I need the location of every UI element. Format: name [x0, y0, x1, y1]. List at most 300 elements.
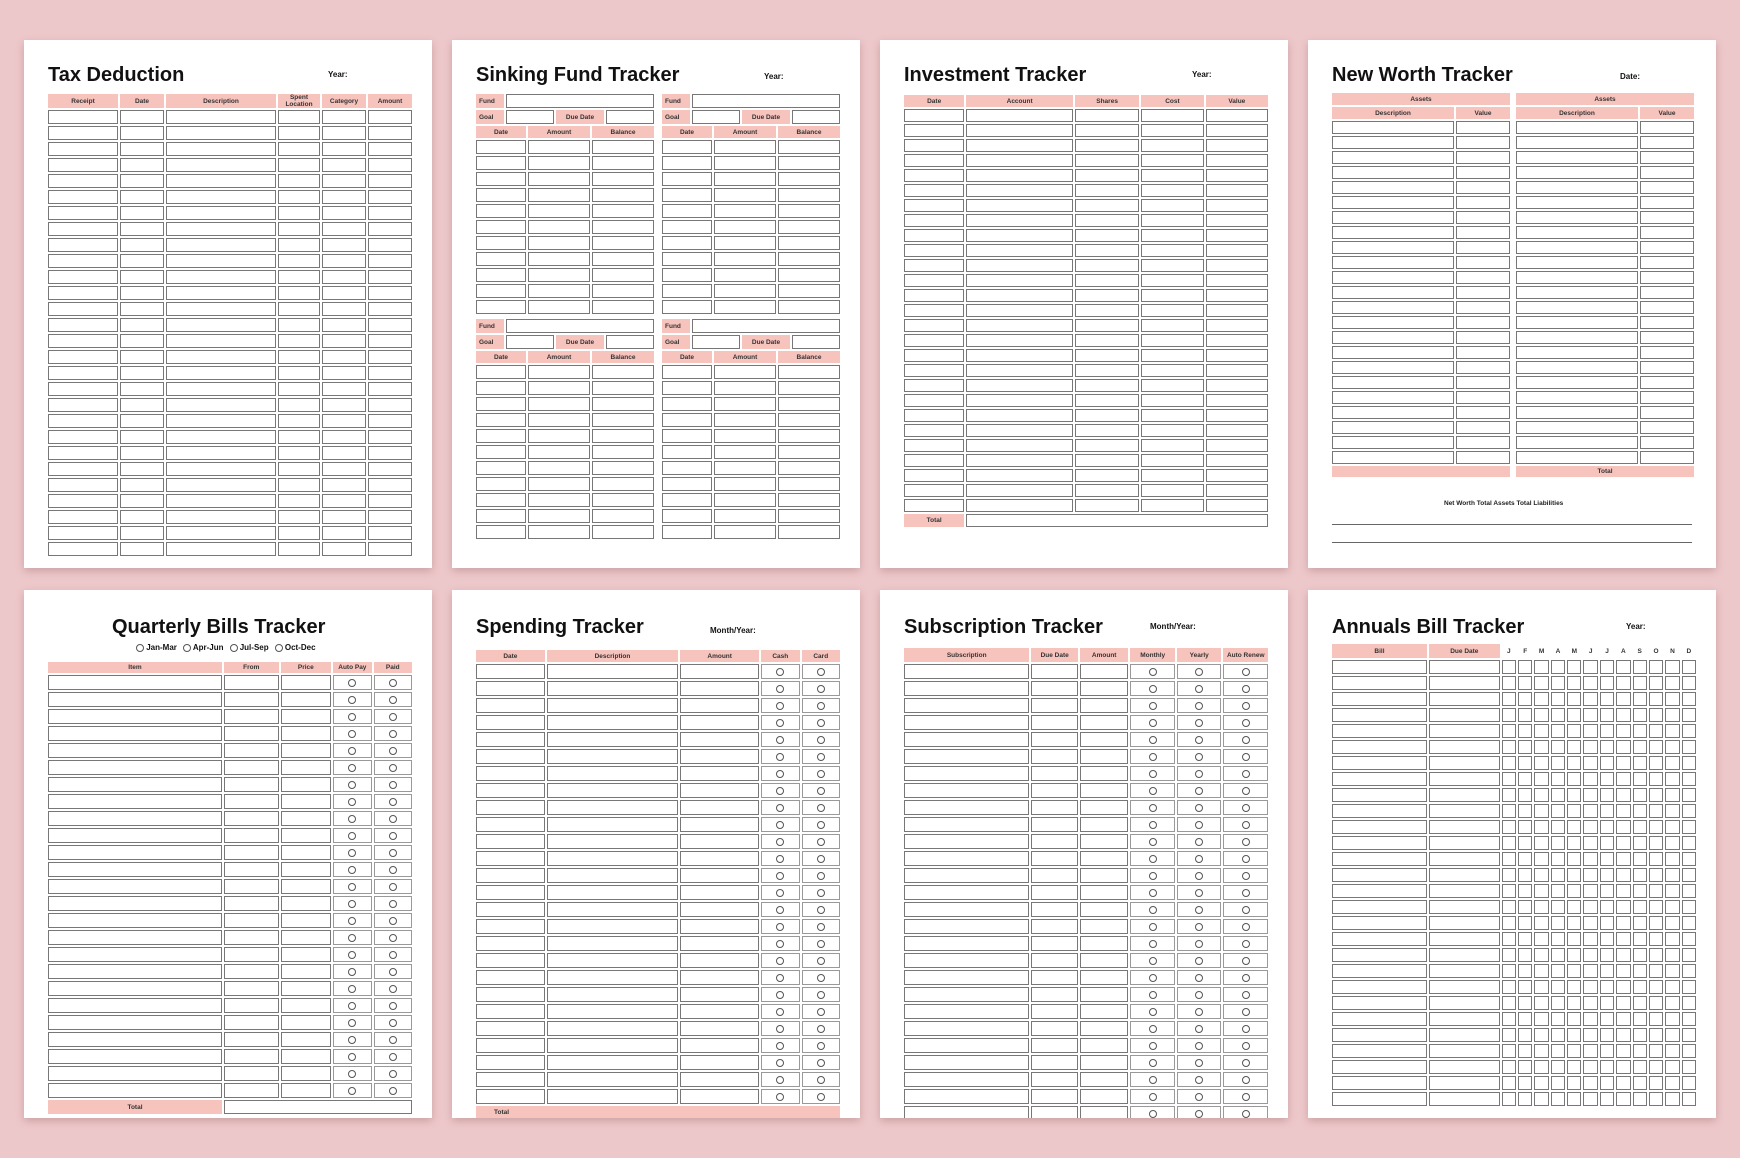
checkbox-cell[interactable] — [333, 964, 371, 979]
checkbox-cell[interactable] — [1130, 1021, 1175, 1036]
radio-circle-icon[interactable] — [348, 985, 356, 993]
entry-cell[interactable] — [1429, 948, 1500, 962]
entry-cell[interactable] — [120, 478, 164, 492]
due-date-input[interactable] — [606, 110, 654, 124]
radio-circle-icon[interactable] — [817, 804, 825, 812]
entry-cell[interactable] — [904, 259, 964, 272]
entry-cell[interactable] — [1456, 196, 1510, 209]
entry-cell[interactable] — [1080, 681, 1129, 696]
checkbox-cell[interactable] — [761, 766, 799, 781]
entry-cell[interactable] — [592, 429, 654, 443]
checkbox-cell[interactable] — [333, 726, 371, 741]
entry-cell[interactable] — [476, 902, 545, 917]
entry-cell[interactable] — [904, 1004, 1029, 1019]
entry-cell[interactable] — [1633, 820, 1647, 834]
entry-cell[interactable] — [1682, 852, 1696, 866]
entry-cell[interactable] — [1649, 916, 1663, 930]
checkbox-cell[interactable] — [1130, 664, 1175, 679]
entry-cell[interactable] — [1682, 756, 1696, 770]
entry-cell[interactable] — [547, 783, 678, 798]
entry-cell[interactable] — [1075, 364, 1139, 377]
entry-cell[interactable] — [714, 429, 776, 443]
checkbox-cell[interactable] — [761, 664, 799, 679]
entry-cell[interactable] — [368, 126, 412, 140]
entry-cell[interactable] — [1616, 1076, 1630, 1090]
entry-cell[interactable] — [966, 109, 1073, 122]
entry-cell[interactable] — [1031, 664, 1078, 679]
entry-cell[interactable] — [166, 350, 276, 364]
entry-cell[interactable] — [166, 398, 276, 412]
entry-cell[interactable] — [1080, 885, 1129, 900]
entry-cell[interactable] — [278, 462, 320, 476]
entry-cell[interactable] — [1682, 660, 1696, 674]
radio-circle-icon[interactable] — [776, 906, 784, 914]
entry-cell[interactable] — [1080, 1038, 1129, 1053]
entry-cell[interactable] — [1649, 852, 1663, 866]
entry-cell[interactable] — [1534, 708, 1548, 722]
entry-cell[interactable] — [1551, 964, 1565, 978]
entry-cell[interactable] — [904, 109, 964, 122]
entry-cell[interactable] — [778, 220, 840, 234]
radio-circle-icon[interactable] — [776, 838, 784, 846]
entry-cell[interactable] — [904, 987, 1029, 1002]
entry-cell[interactable] — [278, 286, 320, 300]
entry-cell[interactable] — [547, 749, 678, 764]
entry-cell[interactable] — [1141, 124, 1203, 137]
radio-circle-icon[interactable] — [817, 668, 825, 676]
entry-cell[interactable] — [476, 749, 545, 764]
entry-cell[interactable] — [48, 692, 222, 707]
entry-cell[interactable] — [662, 156, 712, 170]
entry-cell[interactable] — [224, 1032, 279, 1047]
entry-cell[interactable] — [904, 274, 964, 287]
radio-circle-icon[interactable] — [776, 991, 784, 999]
entry-cell[interactable] — [1429, 1044, 1500, 1058]
quarter-option[interactable] — [275, 643, 316, 652]
radio-circle-icon[interactable] — [776, 668, 784, 676]
entry-cell[interactable] — [1665, 1092, 1679, 1106]
entry-cell[interactable] — [1682, 868, 1696, 882]
entry-cell[interactable] — [48, 542, 118, 556]
radio-circle-icon[interactable] — [275, 644, 283, 652]
radio-circle-icon[interactable] — [817, 974, 825, 982]
entry-cell[interactable] — [1518, 900, 1532, 914]
entry-cell[interactable] — [1075, 499, 1139, 512]
entry-cell[interactable] — [1332, 884, 1427, 898]
entry-cell[interactable] — [966, 469, 1073, 482]
entry-cell[interactable] — [1551, 676, 1565, 690]
entry-cell[interactable] — [1456, 346, 1510, 359]
entry-cell[interactable] — [1516, 376, 1638, 389]
checkbox-cell[interactable] — [333, 709, 371, 724]
radio-circle-icon[interactable] — [1195, 787, 1203, 795]
entry-cell[interactable] — [1502, 820, 1516, 834]
entry-cell[interactable] — [1075, 229, 1139, 242]
entry-cell[interactable] — [1534, 1060, 1548, 1074]
entry-cell[interactable] — [547, 953, 678, 968]
entry-cell[interactable] — [714, 268, 776, 282]
entry-cell[interactable] — [1502, 660, 1516, 674]
entry-cell[interactable] — [1633, 692, 1647, 706]
entry-cell[interactable] — [1600, 900, 1614, 914]
entry-cell[interactable] — [1616, 932, 1630, 946]
entry-cell[interactable] — [476, 970, 545, 985]
entry-cell[interactable] — [1534, 868, 1548, 882]
radio-circle-icon[interactable] — [348, 1019, 356, 1027]
entry-cell[interactable] — [1516, 286, 1638, 299]
entry-cell[interactable] — [1206, 259, 1268, 272]
entry-cell[interactable] — [1206, 364, 1268, 377]
entry-cell[interactable] — [1031, 800, 1078, 815]
entry-cell[interactable] — [476, 868, 545, 883]
entry-cell[interactable] — [1080, 1089, 1129, 1104]
entry-cell[interactable] — [1516, 196, 1638, 209]
entry-cell[interactable] — [1518, 804, 1532, 818]
entry-cell[interactable] — [1600, 1092, 1614, 1106]
radio-circle-icon[interactable] — [817, 923, 825, 931]
entry-cell[interactable] — [368, 174, 412, 188]
radio-circle-icon[interactable] — [348, 696, 356, 704]
entry-cell[interactable] — [281, 1049, 332, 1064]
entry-cell[interactable] — [1080, 851, 1129, 866]
entry-cell[interactable] — [368, 382, 412, 396]
checkbox-cell[interactable] — [761, 749, 799, 764]
entry-cell[interactable] — [1206, 334, 1268, 347]
radio-circle-icon[interactable] — [389, 934, 397, 942]
checkbox-cell[interactable] — [802, 902, 840, 917]
entry-cell[interactable] — [166, 366, 276, 380]
checkbox-cell[interactable] — [1177, 732, 1222, 747]
entry-cell[interactable] — [966, 274, 1073, 287]
entry-cell[interactable] — [1332, 346, 1454, 359]
entry-cell[interactable] — [662, 525, 712, 539]
entry-cell[interactable] — [714, 188, 776, 202]
entry-cell[interactable] — [1682, 996, 1696, 1010]
entry-cell[interactable] — [1518, 1060, 1532, 1074]
entry-cell[interactable] — [1141, 184, 1203, 197]
radio-circle-icon[interactable] — [389, 1019, 397, 1027]
entry-cell[interactable] — [547, 817, 678, 832]
radio-circle-icon[interactable] — [348, 934, 356, 942]
entry-cell[interactable] — [1518, 916, 1532, 930]
checkbox-cell[interactable] — [1130, 885, 1175, 900]
entry-cell[interactable] — [1534, 836, 1548, 850]
entry-cell[interactable] — [1080, 1021, 1129, 1036]
entry-cell[interactable] — [1583, 1060, 1597, 1074]
checkbox-cell[interactable] — [761, 902, 799, 917]
entry-cell[interactable] — [528, 413, 590, 427]
entry-cell[interactable] — [1206, 349, 1268, 362]
entry-cell[interactable] — [1534, 1044, 1548, 1058]
entry-cell[interactable] — [1665, 756, 1679, 770]
entry-cell[interactable] — [48, 158, 118, 172]
entry-cell[interactable] — [1633, 708, 1647, 722]
entry-cell[interactable] — [1518, 868, 1532, 882]
entry-cell[interactable] — [1665, 1012, 1679, 1026]
entry-cell[interactable] — [1141, 469, 1203, 482]
checkbox-cell[interactable] — [1177, 834, 1222, 849]
checkbox-cell[interactable] — [1223, 749, 1268, 764]
radio-circle-icon[interactable] — [776, 770, 784, 778]
entry-cell[interactable] — [1640, 316, 1694, 329]
entry-cell[interactable] — [1640, 151, 1694, 164]
entry-cell[interactable] — [224, 1083, 279, 1098]
entry-cell[interactable] — [1682, 708, 1696, 722]
entry-cell[interactable] — [278, 206, 320, 220]
entry-cell[interactable] — [1456, 391, 1510, 404]
entry-cell[interactable] — [1534, 724, 1548, 738]
entry-cell[interactable] — [1567, 1060, 1581, 1074]
entry-cell[interactable] — [966, 424, 1073, 437]
radio-circle-icon[interactable] — [1242, 753, 1250, 761]
entry-cell[interactable] — [1141, 169, 1203, 182]
entry-cell[interactable] — [1429, 900, 1500, 914]
entry-cell[interactable] — [1583, 916, 1597, 930]
checkbox-cell[interactable] — [761, 851, 799, 866]
entry-cell[interactable] — [592, 204, 654, 218]
entry-cell[interactable] — [904, 970, 1029, 985]
entry-cell[interactable] — [1502, 756, 1516, 770]
entry-cell[interactable] — [1456, 226, 1510, 239]
entry-cell[interactable] — [1080, 800, 1129, 815]
entry-cell[interactable] — [48, 430, 118, 444]
radio-circle-icon[interactable] — [1149, 668, 1157, 676]
entry-cell[interactable] — [1567, 708, 1581, 722]
entry-cell[interactable] — [281, 1083, 332, 1098]
radio-circle-icon[interactable] — [776, 1008, 784, 1016]
entry-cell[interactable] — [904, 766, 1029, 781]
entry-cell[interactable] — [904, 379, 964, 392]
entry-cell[interactable] — [1332, 271, 1454, 284]
entry-cell[interactable] — [1031, 1004, 1078, 1019]
entry-cell[interactable] — [1518, 692, 1532, 706]
radio-circle-icon[interactable] — [1242, 906, 1250, 914]
entry-cell[interactable] — [1141, 454, 1203, 467]
entry-cell[interactable] — [547, 664, 678, 679]
entry-cell[interactable] — [368, 222, 412, 236]
radio-circle-icon[interactable] — [1242, 719, 1250, 727]
entry-cell[interactable] — [322, 142, 366, 156]
entry-cell[interactable] — [662, 252, 712, 266]
entry-cell[interactable] — [966, 229, 1073, 242]
quarter-option[interactable] — [136, 643, 177, 652]
entry-cell[interactable] — [120, 366, 164, 380]
entry-cell[interactable] — [48, 1049, 222, 1064]
entry-cell[interactable] — [1456, 421, 1510, 434]
entry-cell[interactable] — [1665, 772, 1679, 786]
entry-cell[interactable] — [547, 766, 678, 781]
entry-cell[interactable] — [904, 484, 964, 497]
checkbox-cell[interactable] — [1223, 1038, 1268, 1053]
entry-cell[interactable] — [1682, 916, 1696, 930]
entry-cell[interactable] — [1534, 692, 1548, 706]
entry-cell[interactable] — [966, 199, 1073, 212]
entry-cell[interactable] — [120, 302, 164, 316]
entry-cell[interactable] — [1332, 772, 1427, 786]
entry-cell[interactable] — [778, 461, 840, 475]
entry-cell[interactable] — [322, 318, 366, 332]
radio-circle-icon[interactable] — [389, 713, 397, 721]
radio-circle-icon[interactable] — [348, 866, 356, 874]
entry-cell[interactable] — [662, 268, 712, 282]
entry-cell[interactable] — [1665, 980, 1679, 994]
entry-cell[interactable] — [1583, 772, 1597, 786]
checkbox-cell[interactable] — [333, 913, 371, 928]
entry-cell[interactable] — [1649, 788, 1663, 802]
entry-cell[interactable] — [1551, 900, 1565, 914]
entry-cell[interactable] — [278, 238, 320, 252]
due-date-input[interactable] — [792, 110, 840, 124]
entry-cell[interactable] — [1640, 406, 1694, 419]
radio-circle-icon[interactable] — [389, 679, 397, 687]
entry-cell[interactable] — [1332, 932, 1427, 946]
entry-cell[interactable] — [1332, 980, 1427, 994]
entry-cell[interactable] — [1583, 932, 1597, 946]
entry-cell[interactable] — [1080, 783, 1129, 798]
entry-cell[interactable] — [1534, 1076, 1548, 1090]
entry-cell[interactable] — [48, 382, 118, 396]
radio-circle-icon[interactable] — [817, 1008, 825, 1016]
entry-cell[interactable] — [476, 885, 545, 900]
entry-cell[interactable] — [1075, 319, 1139, 332]
checkbox-cell[interactable] — [761, 1072, 799, 1087]
entry-cell[interactable] — [322, 222, 366, 236]
entry-cell[interactable] — [1332, 436, 1454, 449]
entry-cell[interactable] — [904, 199, 964, 212]
radio-circle-icon[interactable] — [1242, 821, 1250, 829]
checkbox-cell[interactable] — [1177, 817, 1222, 832]
entry-cell[interactable] — [528, 509, 590, 523]
entry-cell[interactable] — [1649, 660, 1663, 674]
entry-cell[interactable] — [966, 439, 1073, 452]
radio-circle-icon[interactable] — [817, 702, 825, 710]
entry-cell[interactable] — [1080, 868, 1129, 883]
radio-circle-icon[interactable] — [1149, 940, 1157, 948]
entry-cell[interactable] — [224, 1015, 279, 1030]
entry-cell[interactable] — [48, 1083, 222, 1098]
entry-cell[interactable] — [680, 936, 759, 951]
entry-cell[interactable] — [662, 220, 712, 234]
entry-cell[interactable] — [120, 238, 164, 252]
entry-cell[interactable] — [1551, 852, 1565, 866]
entry-cell[interactable] — [1516, 451, 1638, 464]
radio-circle-icon[interactable] — [1242, 1008, 1250, 1016]
fund-input[interactable] — [692, 94, 840, 108]
entry-cell[interactable] — [1206, 154, 1268, 167]
entry-cell[interactable] — [1502, 868, 1516, 882]
entry-cell[interactable] — [48, 777, 222, 792]
entry-cell[interactable] — [1616, 1044, 1630, 1058]
entry-cell[interactable] — [1567, 884, 1581, 898]
entry-cell[interactable] — [1332, 226, 1454, 239]
entry-cell[interactable] — [1516, 151, 1638, 164]
entry-cell[interactable] — [1551, 804, 1565, 818]
entry-cell[interactable] — [48, 142, 118, 156]
radio-circle-icon[interactable] — [1195, 940, 1203, 948]
entry-cell[interactable] — [48, 845, 222, 860]
checkbox-cell[interactable] — [374, 981, 412, 996]
radio-circle-icon[interactable] — [1149, 787, 1157, 795]
checkbox-cell[interactable] — [1223, 766, 1268, 781]
radio-circle-icon[interactable] — [776, 821, 784, 829]
checkbox-cell[interactable] — [1223, 1106, 1268, 1118]
entry-cell[interactable] — [1141, 424, 1203, 437]
entry-cell[interactable] — [1080, 1055, 1129, 1070]
radio-circle-icon[interactable] — [1149, 685, 1157, 693]
entry-cell[interactable] — [1456, 151, 1510, 164]
entry-cell[interactable] — [1429, 884, 1500, 898]
entry-cell[interactable] — [1502, 836, 1516, 850]
radio-circle-icon[interactable] — [776, 736, 784, 744]
entry-cell[interactable] — [166, 302, 276, 316]
entry-cell[interactable] — [1518, 996, 1532, 1010]
entry-cell[interactable] — [48, 709, 222, 724]
entry-cell[interactable] — [1616, 692, 1630, 706]
entry-cell[interactable] — [1206, 409, 1268, 422]
entry-cell[interactable] — [1516, 181, 1638, 194]
entry-cell[interactable] — [1649, 804, 1663, 818]
entry-cell[interactable] — [1640, 121, 1694, 134]
entry-cell[interactable] — [904, 953, 1029, 968]
entry-cell[interactable] — [476, 300, 526, 314]
entry-cell[interactable] — [322, 414, 366, 428]
entry-cell[interactable] — [368, 430, 412, 444]
entry-cell[interactable] — [662, 397, 712, 411]
radio-circle-icon[interactable] — [1242, 957, 1250, 965]
checkbox-cell[interactable] — [374, 743, 412, 758]
entry-cell[interactable] — [1456, 271, 1510, 284]
radio-circle-icon[interactable] — [1195, 991, 1203, 999]
entry-cell[interactable] — [1075, 214, 1139, 227]
entry-cell[interactable] — [1583, 756, 1597, 770]
entry-cell[interactable] — [278, 478, 320, 492]
entry-cell[interactable] — [1141, 109, 1203, 122]
radio-circle-icon[interactable] — [348, 730, 356, 738]
entry-cell[interactable] — [120, 254, 164, 268]
entry-cell[interactable] — [1682, 772, 1696, 786]
entry-cell[interactable] — [1332, 181, 1454, 194]
entry-cell[interactable] — [1616, 868, 1630, 882]
checkbox-cell[interactable] — [802, 987, 840, 1002]
entry-cell[interactable] — [680, 1072, 759, 1087]
entry-cell[interactable] — [224, 981, 279, 996]
entry-cell[interactable] — [1682, 740, 1696, 754]
entry-cell[interactable] — [592, 156, 654, 170]
radio-circle-icon[interactable] — [817, 957, 825, 965]
entry-cell[interactable] — [1206, 274, 1268, 287]
radio-circle-icon[interactable] — [776, 1076, 784, 1084]
entry-cell[interactable] — [1665, 1028, 1679, 1042]
radio-circle-icon[interactable] — [1195, 923, 1203, 931]
radio-circle-icon[interactable] — [389, 1053, 397, 1061]
entry-cell[interactable] — [528, 461, 590, 475]
entry-cell[interactable] — [48, 286, 118, 300]
entry-cell[interactable] — [662, 300, 712, 314]
entry-cell[interactable] — [278, 414, 320, 428]
checkbox-cell[interactable] — [374, 1049, 412, 1064]
entry-cell[interactable] — [1583, 804, 1597, 818]
checkbox-cell[interactable] — [761, 936, 799, 951]
entry-cell[interactable] — [1633, 676, 1647, 690]
entry-cell[interactable] — [1075, 154, 1139, 167]
entry-cell[interactable] — [1665, 836, 1679, 850]
entry-cell[interactable] — [1332, 136, 1454, 149]
entry-cell[interactable] — [1649, 996, 1663, 1010]
entry-cell[interactable] — [1665, 932, 1679, 946]
entry-cell[interactable] — [1031, 698, 1078, 713]
entry-cell[interactable] — [166, 478, 276, 492]
entry-cell[interactable] — [1141, 274, 1203, 287]
